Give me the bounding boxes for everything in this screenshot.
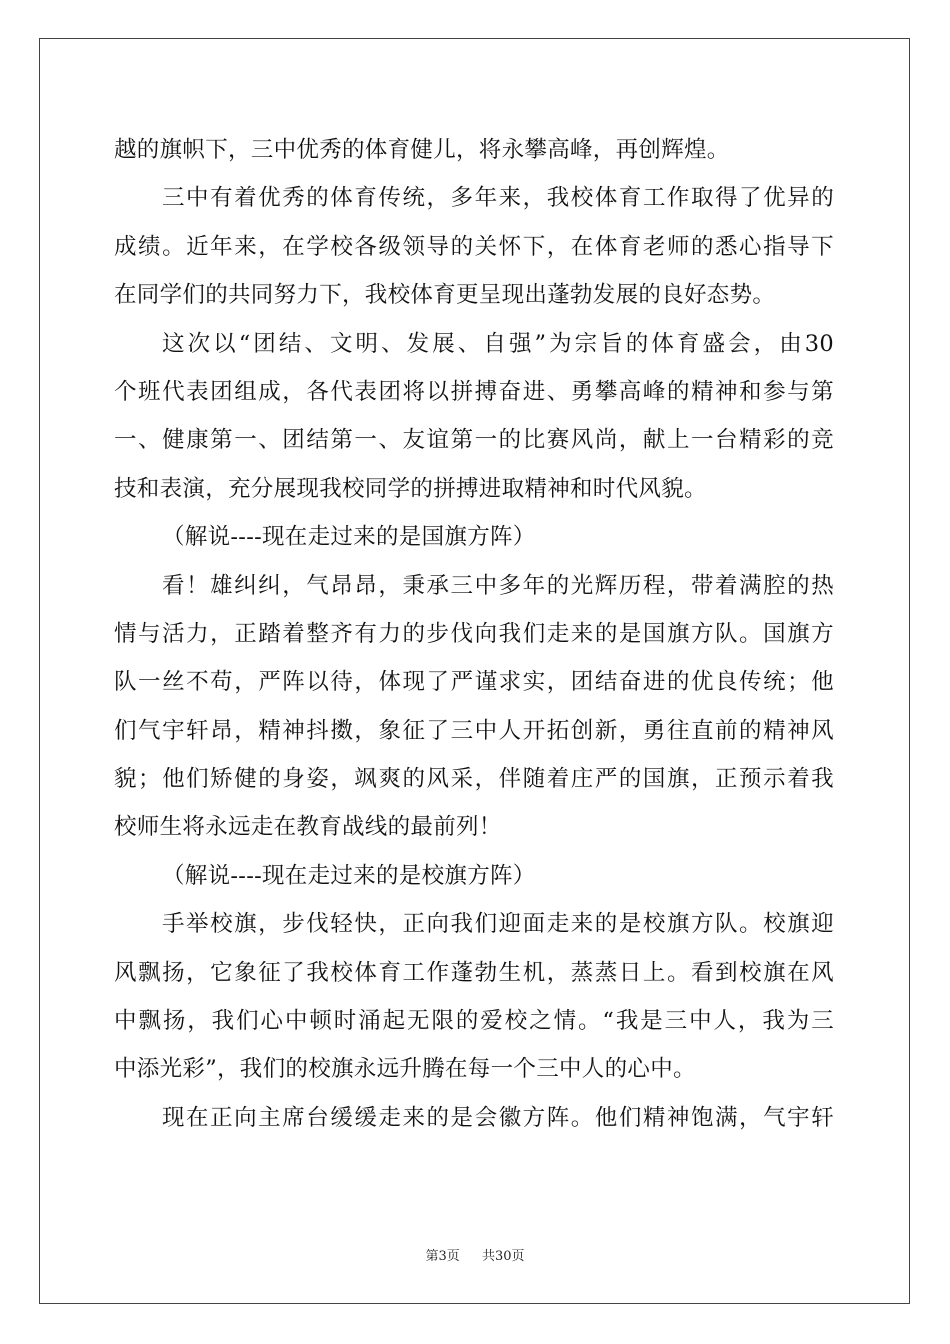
text-line: 手举校旗，步伐轻快，正向我们迎面走来的是校旗方队。校旗迎: [162, 911, 834, 938]
text-line: 技和表演，充分展现我校同学的拼搏进取精神和时代风貌。: [114, 475, 707, 502]
text-line: 队一丝不苟，严阵以待，体现了严谨求实，团结奋进的优良传统；他: [114, 669, 834, 696]
text-line: 三中有着优秀的体育传统，多年来，我校体育工作取得了优异的: [162, 185, 834, 212]
text-line: 这次以“团结、文明、发展、自强”为宗旨的体育盛会，由30: [162, 330, 834, 357]
page-number: 第3页: [425, 1249, 460, 1264]
document-body: [114, 126, 834, 1142]
text-line: 貌；他们矫健的身姿，飒爽的风采，伴随着庄严的国旗，正预示着我: [114, 766, 834, 793]
text-line: 中添光彩”，我们的校旗永远升腾在每一个三中人的心中。: [114, 1056, 696, 1083]
narration-line: （解说----现在走过来的是校旗方阵）: [162, 862, 536, 889]
text-line: 中飘扬，我们心中顿时涌起无限的爱校之情。“我是三中人，我为三: [114, 1008, 834, 1035]
text-line: 情与活力，正踏着整齐有力的步伐向我们走来的是国旗方队。国旗方: [114, 620, 834, 647]
text-line: 个班代表团组成，各代表团将以拼搏奋进、勇攀高峰的精神和参与第: [114, 378, 834, 405]
text-line: 现在正向主席台缓缓走来的是会徽方阵。他们精神饱满，气宇轩: [162, 1104, 834, 1131]
narration-line: （解说----现在走过来的是国旗方阵）: [162, 524, 536, 551]
text-line: 越的旗帜下，三中优秀的体育健儿，将永攀高峰，再创辉煌。: [114, 137, 730, 163]
page-total: 共30页: [482, 1249, 525, 1264]
text-line: 风飘扬，它象征了我校体育工作蓬勃生机，蒸蒸日上。看到校旗在风: [114, 959, 834, 986]
text-line: 一、健康第一、团结第一、友谊第一的比赛风尚，献上一台精彩的竞: [114, 427, 834, 454]
text-line: 看！雄纠纠，气昂昂，秉承三中多年的光辉历程，带着满腔的热: [162, 572, 834, 599]
page-footer: [0, 1245, 950, 1264]
text-line: 校师生将永远走在教育战线的最前列！: [114, 814, 502, 841]
text-line: 们气宇轩昂，精神抖擞，象征了三中人开拓创新，勇往直前的精神风: [114, 717, 834, 744]
text-line: 在同学们的共同努力下，我校体育更呈现出蓬勃发展的良好态势。: [114, 282, 776, 309]
text-line: 成绩。近年来，在学校各级领导的关怀下，在体育老师的悉心指导下: [114, 233, 834, 260]
